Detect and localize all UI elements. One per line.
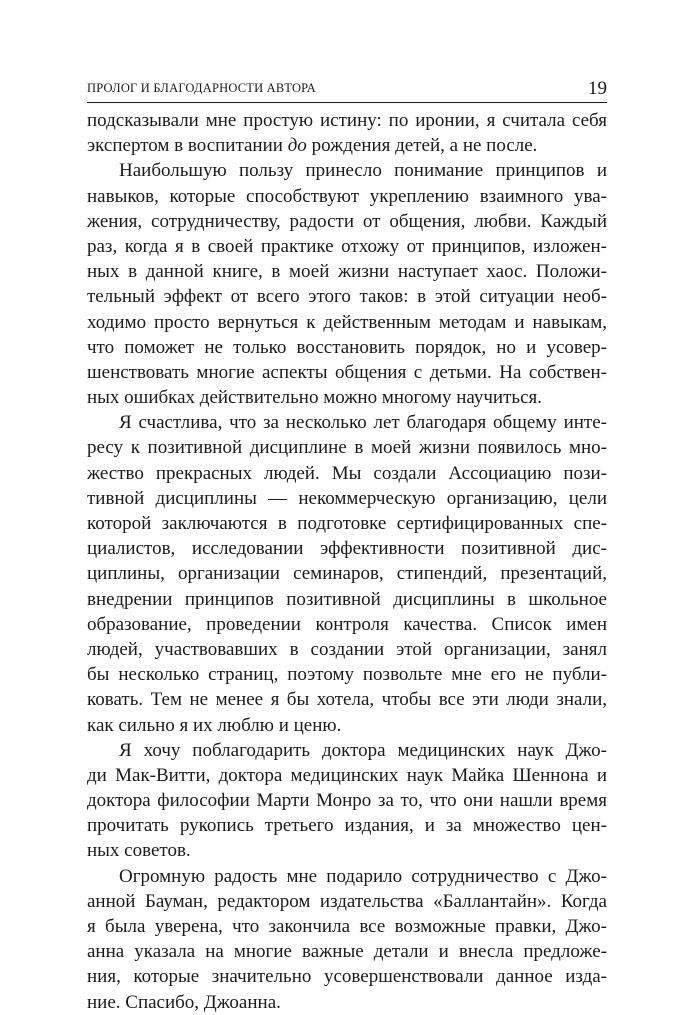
text-line: что поможет не только восстановить порядок, но и усовер-	[87, 336, 607, 358]
text-line: ресу к позитивной дисциплине в моей жизни появилось мно-	[87, 437, 607, 459]
text-line: как сильно я их люблю и ценю.	[87, 714, 342, 736]
text-line: ди Мак-Витти, доктора медицинских наук Майка Шеннона и	[87, 764, 607, 786]
text-line: бы несколько страниц, поэтому позвольте мне его не публи-	[87, 664, 607, 686]
paragraph-first-line: Я хочу поблагодарить доктора медицинских наук Джо-	[119, 739, 607, 761]
text-line: которой заключаются в подготовке сертифицированных спе-	[87, 513, 607, 534]
text-line: циплины, организации семинаров, стипендий, презентаций,	[87, 563, 607, 585]
text-line: ние. Спасибо, Джоанна.	[87, 991, 281, 1013]
text-line: тивной дисциплины — некоммерческую организацию, цели	[87, 487, 607, 509]
text-line: людей, участвовавших в создании этой организации, занял	[87, 638, 607, 660]
text-line: ных в данной книге, в моей жизни наступает хаос. Положи-	[87, 261, 607, 283]
body-text	[87, 108, 607, 1015]
paragraph-first-line: Огромную радость мне подарило сотрудничество с Джо-	[119, 865, 607, 887]
italic-emphasis: до	[287, 135, 307, 157]
text-line: циалистов, исследовании эффективности позитивной дис-	[87, 538, 607, 560]
text-line: ния, которые значительно усовершенствовали данное изда-	[87, 966, 607, 988]
text-line: навыков, которые способствуют укреплению взаимного ува-	[87, 185, 607, 207]
text-line: анна указала на многие важные детали и внесла предложе-	[87, 941, 607, 963]
text-line: ходимо просто вернуться к действенным методам и навыкам,	[87, 311, 607, 333]
page-number: 19	[588, 78, 607, 99]
text-line: шенствовать многие аспекты общения с детьми. На собствен-	[87, 361, 607, 383]
text-line: жество прекрасных людей. Мы создали Ассоциацию пози-	[87, 462, 607, 484]
running-header	[87, 78, 607, 102]
text-line: анной Бауман, редактором издательства «Баллантайн». Когда	[87, 890, 607, 912]
text-line: жения, сотрудничеству, радости от общения, любви. Каждый	[87, 210, 607, 232]
text-line: внедрении принципов позитивной дисциплины в школьное	[87, 588, 607, 610]
text-line: раз, когда я в своей практике отхожу от принципов, изложен-	[87, 235, 607, 257]
text-line: образование, проведении контроля качества. Список имен	[87, 613, 607, 635]
text-line: тельный эффект от всего этого таков: в этой ситуации необ-	[87, 286, 607, 308]
paragraph-first-line: Я счастлива, что за несколько лет благодаря общему инте-	[119, 412, 607, 434]
text-line: я была уверена, что закончила все возможные правки, Джо-	[87, 916, 607, 937]
text-line: прочитать рукопись третьего издания, и за множество цен-	[87, 815, 607, 837]
text-line: ковать. Тем не менее я бы хотела, чтобы все эти люди знали,	[87, 689, 607, 711]
text-line: ных ошибках действительно можно многому научиться.	[87, 387, 542, 409]
text-line: доктора философии Марти Монро за то, что они нашли время	[87, 790, 607, 812]
text-line: экспертом в воспитании до рождения детей, а не после.	[87, 135, 538, 157]
header-divider	[87, 102, 607, 103]
text-line: подсказывали мне простую истину: по иронии, я считала себя	[87, 110, 607, 131]
paragraph-first-line: Наибольшую пользу принесло понимание принципов и	[119, 160, 607, 182]
text-line: ных советов.	[87, 840, 191, 862]
running-header-title: ПРОЛОГ И БЛАГОДАРНОСТИ АВТОРА	[87, 81, 316, 95]
